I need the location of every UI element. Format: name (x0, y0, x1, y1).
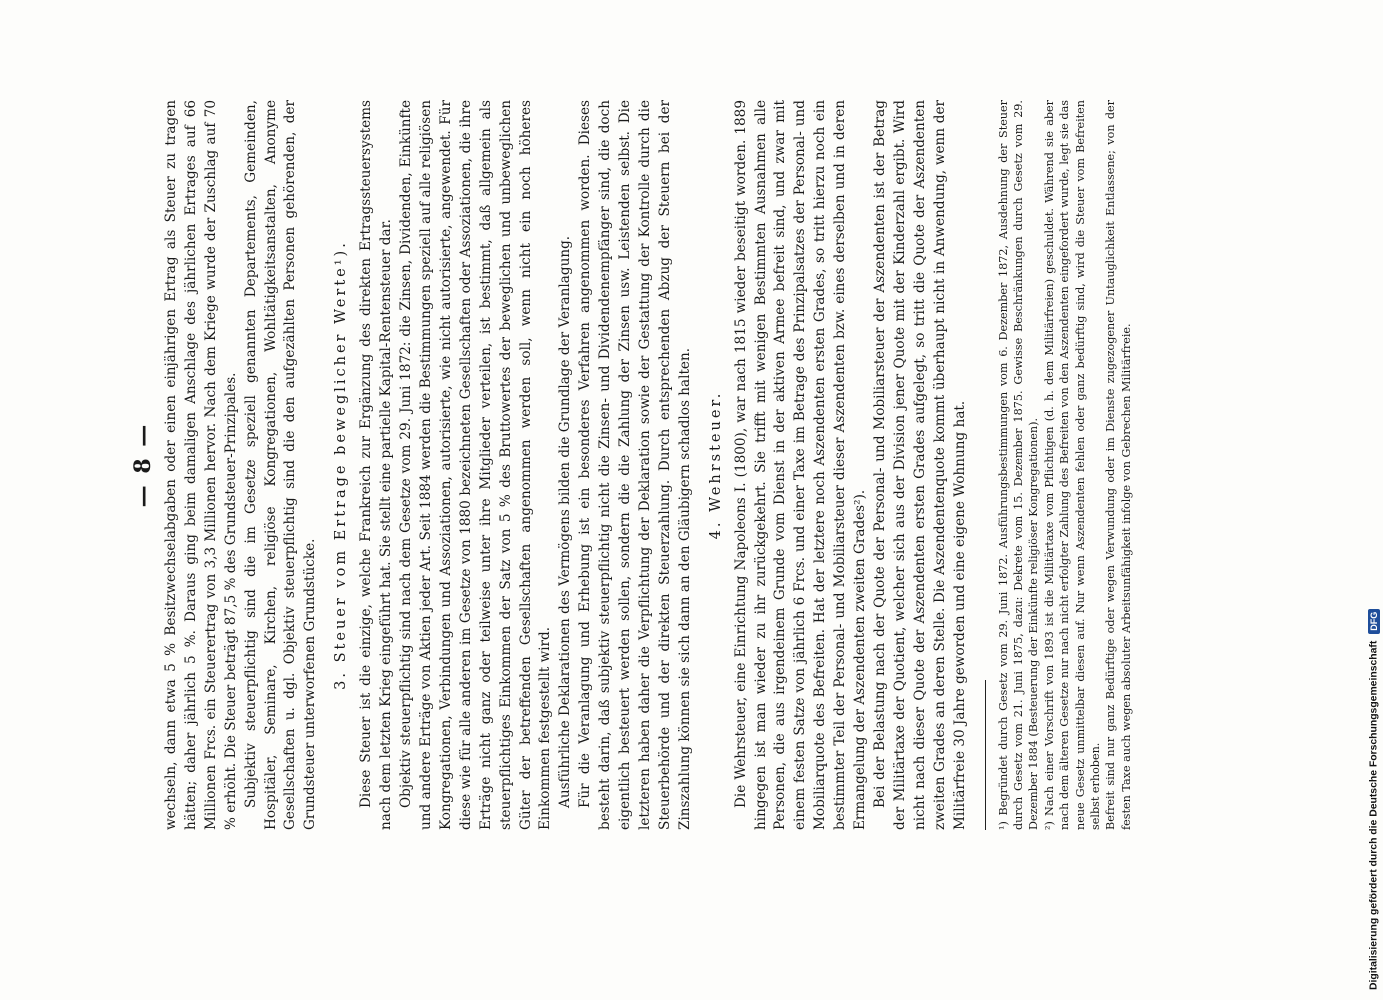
paragraph-assessment-procedure: Für die Veranlagung und Erhebung ist ein besonderes Verfahren angenommen worden. Dieses besteht darin, daß subjektiv steuerpflichtig nicht die Zinsen- und Dividendenempfänger sind, die doch eigentlich besteuert werden sollen, sondern die die Zahlung der Zinsen usw. Leistenden selbst. Die letzteren haben daher die Verpflichtung der Deklaration sowie der Gestattung der Kontrolle durch die Steuerbehörde und der direkten Steuerzahlung. Durch entsprechenden Abzug der Steuern bei der Zinszahlung können sie sich dann an den Gläubigern schadlos halten. (577, 100, 693, 830)
footnote-divider (985, 680, 986, 830)
paragraph-declarations: Ausführliche Deklarationen des Vermögens bilden die Grundlage der Veranlagung. (557, 235, 574, 808)
digitization-credit (1368, 609, 1380, 990)
credit-label: Digitalisierung gefördert durch die Deutsche Forschungsgemeinschaft (1368, 640, 1380, 990)
footnote-3: Befreit sind nur ganz Bedürftige oder wegen Verwundung oder im Dienste zugezogener Untauglichkeit Entlassene; von der festen Taxe auch wegen absoluter Arbeitsunfähigkeit infolge von Gebrechen Militärfreie. (1104, 100, 1133, 830)
footnote-2: ²) Nach einer Vorschrift von 1893 ist die Militärtaxe vom Pflichtigen (d. h. dem Militärfreien) geschuldet. Während sie aber nach dem älteren Gesetze nur nach nicht erfolgter Zahlung des Befreiten von den Aszendenten eingefordert wurde, legt sie das neue Gesetz unmittelbar diesen auf. Nur wenn Aszendenten fehlen oder ganz bedürftig sind, wird die Steuer vom Befreiten selbst erhoben. (1042, 100, 1102, 830)
rotated-text-block (130, 100, 1133, 830)
section-heading-3: 3. Steuer vom Ertrage beweglicher Werte¹). (333, 240, 350, 690)
footnote-1: ¹) Begründet durch Gesetz vom 29. Juni 1872. Ausführungsbestimmungen vom 6. Dezember 1872, Ausdehnung der Steuer durch Gesetz vom 21. Juni 1875, dazu: Dekrete vom 15. Dezember 1875. Gewisse Beschränkungen durch Gesetz vom 29. Dezember 1884 (Besteuerung der Einkünfte religiöser Kongregationen). (996, 100, 1041, 830)
paragraph-ascendant-quota: Bei der Belastung nach der Quote der Personal- und Mobiliarsteuer der Aszendenten ist der Betrag der Militärtaxe der Quotient, welcher sich aus der Division jener Quote mit der Kinderzahl ergibt. Wird nicht nach dieser Quote der Aszendenten ersten Grades aufgelegt, so tritt die Quote der Aszendenten zweiten Grades an deren Stelle. Die Aszendentenquote kommt überhaupt nicht in Anwendung, wenn der Militärfreie 30 Jahre geworden und eine eigene Wohnung hat. (872, 100, 968, 830)
paragraph-objective-liability: Objektiv steuerpflichtig sind nach dem Gesetze vom 29. Juni 1872: die Zinsen, Dividenden, Einkünfte und andere Erträge von Aktien jeder Art. Seit 1884 werden die Bestimmungen speziell auf alle religiösen Kongregationen, Verbindungen und Assoziationen, autorisierte, wie nicht autorisierte, angewendet. Für diese wie für alle anderen im Gesetze von 1880 bezeichneten Gesellschaften oder Assoziationen, die ihre Erträge nicht ganz oder teilweise unter ihre Mitglieder verteilen, ist bestimmt, daß allgemein als steuerpflichtiges Einkommen der Satz von 5 % des Bruttowertes der beweglichen und unbeweglichen Güter der betreffenden Gesellschaften angenommen werden soll, wenn nicht ein noch höheres Einkommen festgestellt wird. (398, 100, 554, 830)
paragraph-taxable-subjects: Subjektiv steuerpflichtig sind die im Gesetze speziell genannten Departements, Gemeinden, Hospitäler, Seminare, Kirchen, religiöse Kongregationen, Wohltätigkeitsanstalten, Anonyme Gesellschaften u. dgl. Objektiv steuerpflichtig sind die den aufgezählten Personen gehörenden, der Grundsteuer unterworfenen Grundstücke. (242, 100, 319, 830)
paragraph-military-tax: Die Wehrsteuer, eine Einrichtung Napoleons I. (1800), war nach 1815 wieder beseitigt worden. 1889 hingegen ist man wieder zu ihr zurückgekehrt. Sie trifft mit wenigen Bestimmten Ausnahmen alle Personen, die aus irgendeinem Grunde vom Dienst in der aktiven Armee befreit sind, und zwar mit einem festen Satze von jährlich 6 Frcs. und einer Taxe im Betrage des Prinzipalsatzes der Personal- und Mobiliarquote des Befreiten. Hat der letztere noch Aszendenten ersten Grades, so tritt hierzu noch ein bestimmter Teil der Personal- und Mobiliarsteuer dieser Aszendenten bzw. eines derselben und in deren Ermangelung der Aszendenten zweiten Grades²). (732, 100, 869, 830)
paragraph-tax-intro: Diese Steuer ist die einzige, welche Frankreich zur Ergänzung des direkten Ertragssteuersystems nach dem letzten Krieg eingeführt hat. Sie stellt eine partielle Kapital-Rentensteuer dar. (358, 100, 395, 830)
section-heading-4: 4. Wehrsteuer. (707, 390, 724, 540)
dfg-logo: DFG (1368, 609, 1380, 634)
page-number: — 8 — (130, 422, 156, 508)
paragraph-property-transfer: wechseln, dann etwa 5 % Besitzwechselabgaben oder einen einjährigen Ertrag als Steuer zu tragen hätten; daher jährlich 5 %. Daraus ging beim damaligen Anschlage des jährlichen Ertrages auf 66 Millionen Frcs. ein Steuerertrag von 3,3 Millionen hervor. Nach dem Kriege wurde der Zuschlag auf 70 % erhöht. Die Steuer beträgt 87,5 % des Grundsteuer-Prinzipales. (163, 100, 239, 830)
